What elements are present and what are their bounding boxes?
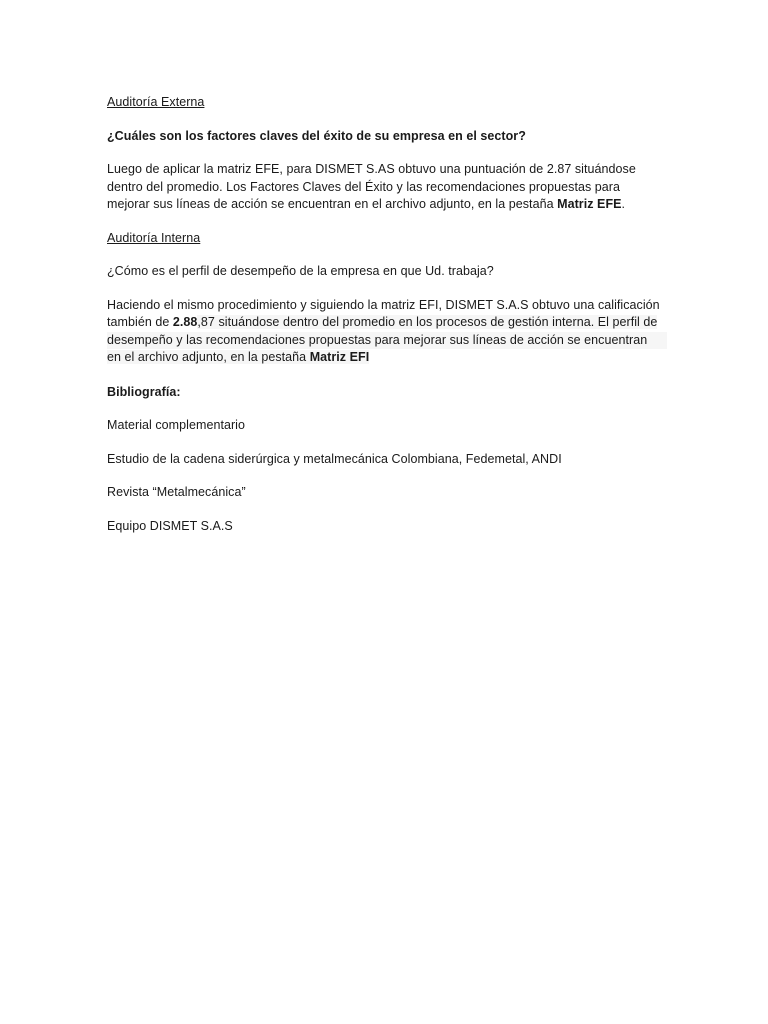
matriz-efi-reference: Matriz EFI xyxy=(309,350,370,364)
bibliography-item: Revista “Metalmecánica” xyxy=(107,485,246,499)
bibliography-heading: Bibliografía: xyxy=(107,384,181,399)
internal-audit-question: ¿Cómo es el perfil de desempeño de la empresa en que Ud. trabaja? xyxy=(107,264,494,278)
external-answer-text: mejorar sus líneas de acción se encuentran en el archivo adjunto, en la pestaña xyxy=(107,197,558,211)
bibliography-item: Estudio de la cadena siderúrgica y metalmecánica Colombiana, Fedemetal, ANDI xyxy=(107,451,562,466)
internal-answer-line xyxy=(107,349,667,367)
efi-score-value: 2.88 xyxy=(172,315,198,329)
external-audit-answer xyxy=(107,161,667,214)
external-answer-line: dentro del promedio. Los Factores Claves del Éxito y las recomendaciones propuestas para xyxy=(107,179,621,194)
internal-answer-text: también de xyxy=(107,315,173,329)
internal-answer-text: en el archivo adjunto, en la pestaña xyxy=(107,350,310,364)
internal-audit-answer xyxy=(107,297,667,367)
internal-answer-line: Haciendo el mismo procedimiento y siguiendo la matriz EFI, DISMET S.A.S obtuvo una calificación xyxy=(107,297,660,312)
internal-answer-line xyxy=(107,314,667,332)
external-answer-end: . xyxy=(621,197,626,211)
document-page xyxy=(107,94,667,535)
bibliography-item: Equipo DISMET S.A.S xyxy=(107,518,233,533)
external-audit-heading: Auditoría Externa xyxy=(107,95,205,109)
internal-answer-text: ,87 situándose dentro del promedio en los procesos de gestión interna. El perfil de xyxy=(197,315,658,329)
matriz-efe-reference: Matriz EFE xyxy=(557,197,622,211)
external-answer-line: Luego de aplicar la matriz EFE, para DISMET S.AS obtuvo una puntuación de 2.87 situándose xyxy=(107,162,636,176)
bibliography-item: Material complementario xyxy=(107,418,246,432)
external-audit-question: ¿Cuáles son los factores claves del éxito de su empresa en el sector? xyxy=(107,128,526,143)
external-answer-line xyxy=(107,196,667,214)
internal-answer-line: desempeño y las recomendaciones propuestas para mejorar sus líneas de acción se encuentran xyxy=(107,332,667,350)
internal-audit-heading: Auditoría Interna xyxy=(107,230,201,245)
